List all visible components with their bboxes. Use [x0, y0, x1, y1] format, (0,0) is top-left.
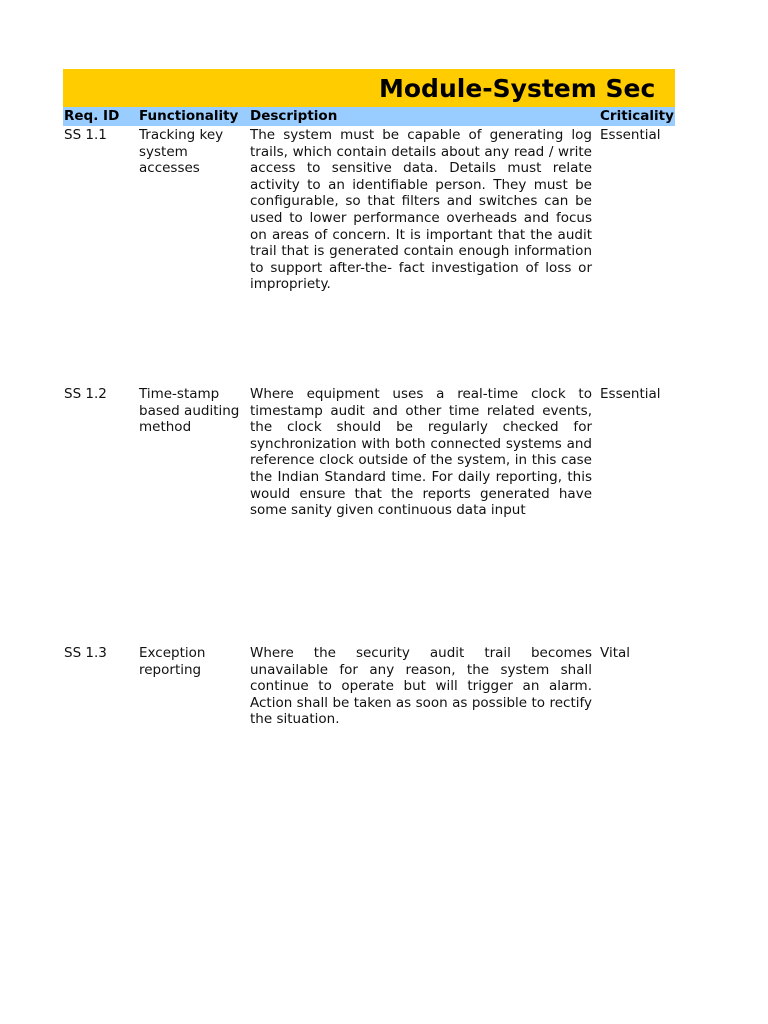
cell-req-id: SS 1.3: [64, 645, 107, 661]
spreadsheet-page: [63, 69, 675, 969]
cell-description: Where the security audit trail becomes unavailable for any reason, the system shall continue to operate but will trigger an alarm. Action shall be taken as soon as possible to rectify the situation.: [250, 645, 592, 728]
cell-description: Where equipment uses a real-time clock to timestamp audit and other time related events, the clock should be regularly checked for synchronization with both connected systems and reference clock outside of the system, in this case the Indian Standard time. For daily reporting, this would ensure that the reports generated have some sanity given continuous data input: [250, 386, 592, 519]
cell-criticality: Vital: [600, 645, 631, 661]
title-bar: [63, 69, 675, 107]
document-title: Module-System Sec: [379, 74, 656, 103]
cell-functionality: Time-stamp based auditing method: [139, 386, 240, 436]
cell-functionality: Exception reporting: [139, 645, 206, 678]
header-description: Description: [250, 108, 338, 124]
cell-criticality: Essential: [600, 127, 661, 143]
cell-functionality: Tracking key system accesses: [139, 127, 224, 177]
table-header-row: [63, 107, 675, 126]
header-functionality: Functionality: [139, 108, 239, 124]
header-req-id: Req. ID: [64, 108, 120, 124]
cell-req-id: SS 1.1: [64, 127, 107, 143]
cell-criticality: Essential: [600, 386, 661, 402]
cell-description: The system must be capable of generating log trails, which contain details about any read / write access to sensitive data. Details must relate activity to an identifiable person. They must be configurable, so that filters and switches can be used to lower performance overheads and focus on areas of concern. It is important that the audit trail that is generated contain enough information to support after-the- fact investigation of loss or impropriety.: [250, 127, 592, 293]
header-criticality: Criticality: [600, 108, 674, 124]
cell-req-id: SS 1.2: [64, 386, 107, 402]
